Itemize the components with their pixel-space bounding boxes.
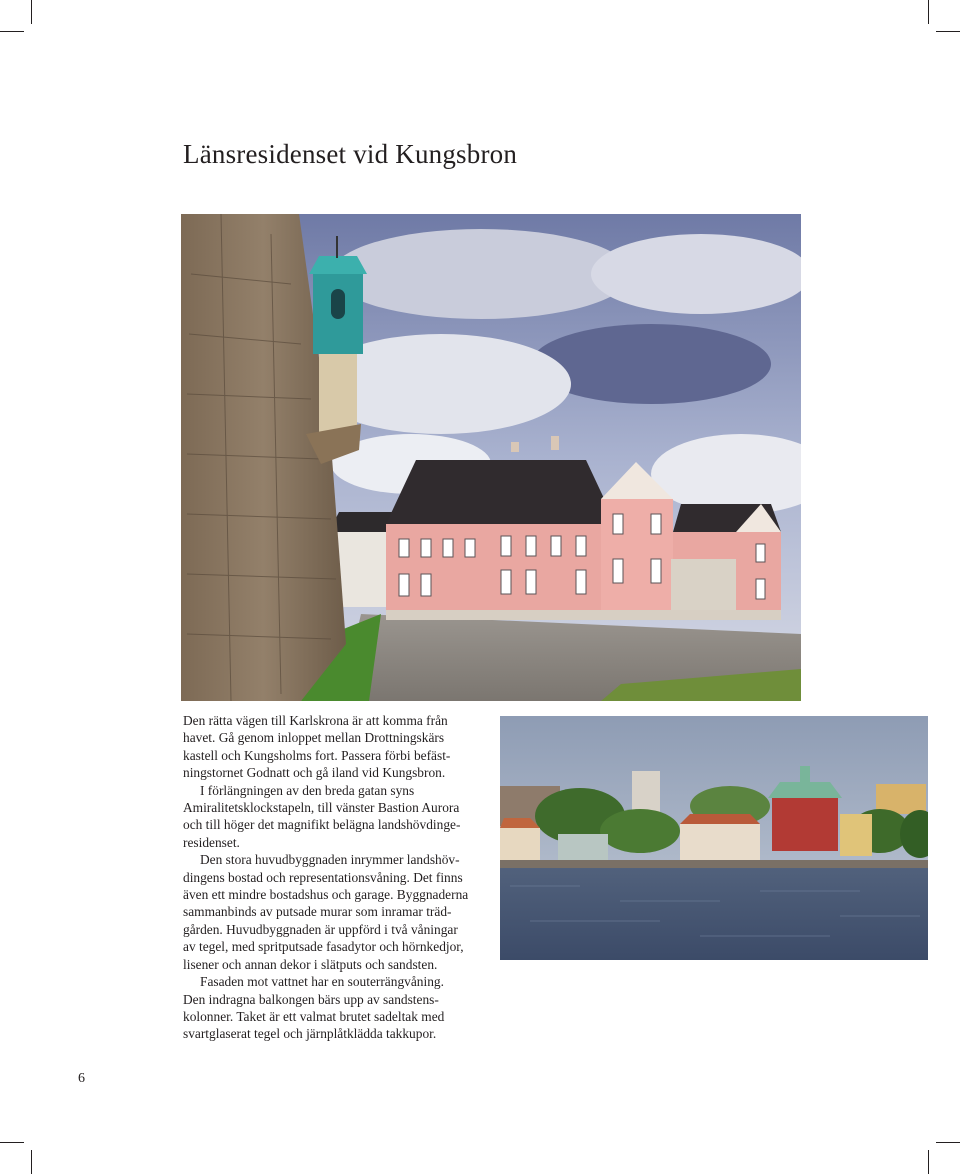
water-photo xyxy=(500,716,928,960)
crop-mark xyxy=(31,0,32,24)
text-line: ningstornet Godnatt och gå iland vid Kungsbron. xyxy=(183,765,446,781)
crop-mark xyxy=(31,1150,32,1174)
main-photo xyxy=(181,214,801,701)
text-line: kolonner. Taket är ett valmat brutet sadeltak med xyxy=(183,1008,445,1024)
crop-mark xyxy=(936,1142,960,1143)
text-line: dingens bostad och representationsvåning. Det finns xyxy=(183,869,463,885)
text-line: Den stora huvudbyggnaden inrymmer landshöv- xyxy=(200,852,460,868)
crop-mark xyxy=(928,1150,929,1174)
text-line: residenset. xyxy=(183,834,240,850)
residence-photo-graphic xyxy=(181,214,801,701)
text-line: svartglaserat tegel och järnplåtklädda takkupor. xyxy=(183,1026,437,1042)
crop-mark xyxy=(0,1142,24,1143)
text-line: och till höger det magnifikt belägna landshövdinge- xyxy=(183,817,461,833)
text-line: Den rätta vägen till Karlskrona är att komma från xyxy=(183,713,448,728)
crop-mark xyxy=(0,31,24,32)
text-line: I förlängningen av den breda gatan syns xyxy=(200,782,415,798)
text-line: havet. Gå genom inloppet mellan Drottningskärs xyxy=(183,730,445,746)
text-line: Den indragna balkongen bärs upp av sandstens- xyxy=(183,991,439,1007)
text-line: Fasaden mot vattnet har en souterrängvåning. xyxy=(200,974,444,990)
text-line: av tegel, med spritputsade fasadytor och hörnkedjor, xyxy=(183,939,464,955)
text-line: kastell och Kungsholms fort. Passera förbi befäst- xyxy=(183,747,451,763)
body-text xyxy=(183,712,493,1043)
text-line: gården. Huvudbyggnaden är uppförd i två våningar xyxy=(183,921,458,937)
page-number: 6 xyxy=(78,1071,85,1086)
text-line: sammanbinds av putsade murar som inramar träd- xyxy=(183,904,452,920)
text-line: lisener och annan dekor i slätputs och sandsten. xyxy=(183,956,438,972)
waterfront-photo-graphic xyxy=(500,716,928,960)
text-line: även ett mindre bostadshus och garage. Byggnaderna xyxy=(183,887,469,903)
crop-mark xyxy=(936,31,960,32)
text-line: Amiralitetsklockstapeln, till vänster Bastion Aurora xyxy=(183,800,460,816)
crop-mark xyxy=(928,0,929,24)
page-title: Länsresidenset vid Kungsbron xyxy=(183,139,518,169)
